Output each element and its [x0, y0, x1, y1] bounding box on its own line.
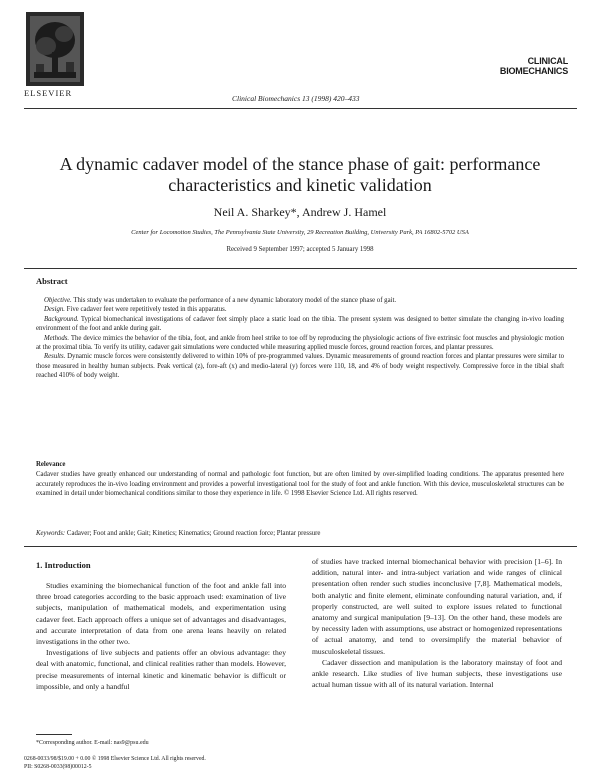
abstract-body: [36, 296, 564, 381]
footnote-rule: [36, 734, 72, 735]
introduction-heading: 1. Introduction: [36, 560, 91, 570]
intro-paragraph-2: Investigations of live subjects and patients offer an obvious advantage: they deal with anatomic, functional, and clinical realities rather than models. However, precise measurements of internal kinetic and kinematic behavior is difficult or impossible, and only a handful: [36, 648, 286, 691]
abstract-background: [36, 315, 564, 334]
keywords-text: Cadaver; Foot and ankle; Gait; Kinetics; Kinematics; Ground reaction force; Plantar pressure: [66, 530, 321, 537]
methods-text: The device mimics the behavior of the tibia, foot, and ankle from heel strike to toe off by reproducing the physiologic actions of five extrinsic foot muscles and physiologic motion at the proximal tibia. To verify its utility, cadaver gait simulations were conducted while measuring applied muscle forces, ground reaction forces, and plantar pressures.: [36, 334, 564, 352]
intro-paragraph-1: Studies examining the biomechanical function of the foot and ankle fall into three broad categories according to the basic approach used: examination of live subjects, manipulation of mathematical models, and experimentation using cadaver feet. Each approach offers a unique set of advantages and disadvantages, and accurate interpretation of data from one arena leans heavily on related investigations in the other two.: [36, 581, 286, 647]
results-text: Dynamic muscle forces were consistently delivered to within 10% of pre-programmed values. Dynamic measurements of ground reaction forces and plantar pressures were similar to those measured in healthy human subjects. Peak vertical (z), fore-aft (x) and medio-lateral (y) forces were 110, 18, and 4% of body weight respectively. Compressive force in the tibial shaft reached 410% of body weight.: [36, 353, 565, 380]
corresponding-author-footnote: *Corresponding author. E-mail: nas9@psu.edu: [36, 740, 149, 746]
objective-text: This study was undertaken to evaluate the performance of a new dynamic laboratory model of the stance phase of gait.: [73, 297, 397, 304]
left-column: [36, 580, 286, 692]
background-label: Background.: [44, 315, 79, 323]
keywords-label: Keywords:: [36, 530, 66, 537]
header-rule: [24, 108, 577, 109]
copyright-block: [24, 755, 206, 771]
received-dates: Received 9 September 1997; accepted 5 January 1998: [226, 246, 374, 253]
relevance-heading: Relevance: [36, 461, 66, 468]
body-top-rule: [24, 546, 577, 547]
objective-label: Objective.: [44, 297, 72, 304]
abstract-top-rule: [24, 268, 577, 269]
abstract-heading: Abstract: [36, 276, 68, 286]
abstract-methods: [36, 334, 564, 353]
publisher-name: ELSEVIER: [24, 88, 73, 98]
relevance-section: [36, 460, 564, 499]
journal-reference: Clinical Biomechanics 13 (1998) 420–433: [232, 94, 360, 103]
intro-paragraph-4: Cadaver dissection and manipulation is the laboratory mainstay of foot and ankle research. Like studies of live human subjects, these investigations use actual human tissue with all of its natural variation. Internal: [312, 657, 562, 690]
background-text: Typical biomechanical investigations of cadaver feet simply place a static load on the tibia. The present system was designed to better simulate the changing in-vivo loading environment of the foot and ankle during gait.: [36, 315, 565, 333]
abstract-results: [36, 352, 564, 380]
keywords: [36, 530, 564, 537]
right-column: [312, 556, 562, 690]
design-text: Five cadaver feet were repetitively tested in this apparatus.: [66, 306, 227, 314]
elsevier-tree-logo: [26, 12, 84, 86]
brand-line-1: CLINICAL: [527, 56, 568, 66]
copyright-line-2: PII: S0268-0033(98)00012-5: [24, 764, 92, 770]
author-affiliation: Center for Locomotion Studies, The Pennsylvania State University, 29 Recreation Building, University Park, PA 16802-5702 USA: [131, 229, 469, 236]
article-authors: Neil A. Sharkey*, Andrew J. Hamel: [213, 205, 387, 219]
journal-brand: [458, 56, 568, 76]
abstract-design: [36, 305, 564, 314]
methods-label: Methods.: [44, 334, 70, 342]
brand-line-2: BIOMECHANICS: [499, 66, 568, 76]
design-label: Design.: [44, 306, 65, 314]
results-label: Results.: [44, 353, 66, 361]
abstract-objective: [36, 296, 564, 305]
copyright-line-1: 0268-0033/98/$19.00 + 0.00 © 1998 Elsevier Science Ltd. All rights reserved.: [24, 756, 206, 762]
intro-paragraph-3: of studies have tracked internal biomechanical behavior with precision [1–6]. In addition, natural inter- and intra-subject variation and wide ranges of clinical presentation often render such studies inconclusive [7,8]. Mathematical models, both analytic and finite element, eliminate confounding natural variation, and, if properly constructed, are well suited to explore issues related to functional anatomy and surgical manipulation [9–13]. On the other hand, these models are by necessity laden with assumptions, use abstract or homogenized representations of actual anatomy, and tend to oversimplify the material behavior of musculoskeletal tissues.: [312, 557, 562, 656]
relevance-text: Cadaver studies have greatly enhanced our understanding of normal and pathologic foot function, but are often limited by over-simplified loading conditions. The apparatus presented here accurately reproduces the in-vivo loading environment and provides a powerful investigational tool for the study of foot and ankle function. With this device, musculoskeletal structures can be examined in detail under biomechanical conditions similar to those they experience in life. © 1998 Elsevier Science Ltd. All rights reserved.: [36, 471, 564, 498]
article-title: A dynamic cadaver model of the stance phase of gait: performance characteristics and kinetic validation: [59, 154, 541, 195]
